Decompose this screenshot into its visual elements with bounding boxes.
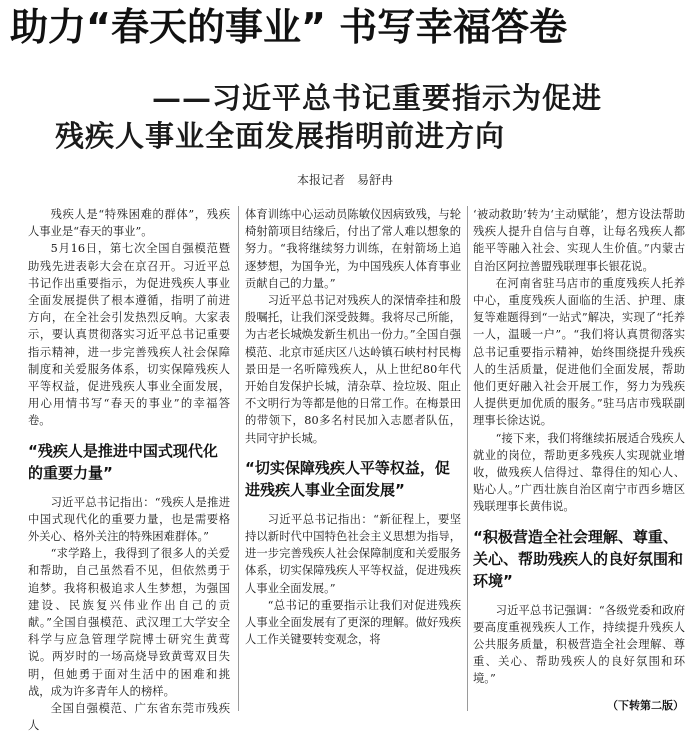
paragraph: 体育训练中心运动员陈敏仪因病致残，与轮椅射箭项目结缘后，付出了常人难以想象的努力。“我将继续努力训练，在射箭场上追逐梦想，为国争光，为中国残疾人体育事业贡献自己的力量。”: [245, 208, 461, 290]
paragraph: “求学路上，我得到了很多人的关爱和帮助，自己虽然看不见，但依然勇于追梦。我将积极追求人生梦想，为强国建设、民族复兴伟业作出自己的贡献。”全国自强模范、武汉理工大学安全科学与应急管理学院博士研究生黄莺说。两岁时的一场高烧导致黄莺双目失明，但她勇于面对生活中的困难和挑战，成为许多青年人的榜样。: [28, 547, 230, 698]
column-divider: [467, 206, 468, 711]
subtitle-line-1: ——习近平总书记重要指示为促进: [152, 81, 603, 115]
paragraph: 在河南省驻马店市的重度残疾人托养中心，重度残疾人面临的生活、护理、康复等难题得到“一站式”解决，实现了“托养一人，温暖一户”。“我们将认真贯彻落实总书记重要指示精神，始终围绕提升残疾人的生活质量，促进他们全面发展，帮助他们更好融入社会开展工作，努力为残疾人提供更加优质的服务。”驻马店市残联副理事长徐达说。: [473, 276, 685, 428]
paragraph: 习近平总书记指出：“残疾人是推进中国式现代化的重要力量，也是需要格外关心、格外关注的特殊困难群体。”: [28, 495, 230, 544]
paragraph: “接下来，我们将继续拓展适合残疾人就业的岗位，帮助更多残疾人实现就业增收，做残疾人信得过、靠得住的知心人、贴心人。”广西壮族自治区南宁市西乡塘区残联理事长黄伟说。: [473, 431, 685, 514]
continued-note: （下转第二版）: [603, 699, 684, 713]
subtitle-line-2: 残疾人事业全面发展指明前进方向: [55, 119, 506, 153]
headline: 助力“春天的事业” 书写幸福答卷: [10, 5, 568, 49]
paragraph: 习近平总书记对残疾人的深情牵挂和殷殷嘱托，让我们深受鼓舞。我将尽己所能，为古老长城焕发新生机出一份力。”全国自强模范、北京市延庆区八达岭镇石峡村村民梅景田是一名听障残疾人，从上世纪80年代开始自发保护长城，清杂草、捡垃圾、阻止不文明行为等都是他的日常工作。在梅景田的带领下，80多名村民加入志愿者队伍，共同守护长城。: [245, 294, 461, 445]
paragraph: ‘被动救助’转为‘主动赋能’，想方设法帮助残疾人提升自信与自尊，让每名残疾人都能平等融入社会、实现人生价值。”内蒙古自治区阿拉善盟残联理事长银花说。: [473, 208, 685, 273]
article-column-1: [28, 206, 230, 733]
section-heading: “积极营造全社会理解、尊重、关心、帮助残疾人的良好氛围和环境”: [473, 527, 684, 590]
article-column-3: [473, 206, 685, 717]
paragraph: 全国自强模范、广东省东莞市残疾人: [28, 702, 230, 733]
paragraph: “总书记的重要指示让我们对促进残疾人事业全面发展有了更深的理解。做好残疾人工作关键要转变观念，将: [245, 598, 461, 647]
paragraph: 残疾人是“特殊困难的群体”，残疾人事业是“春天的事业”。: [28, 208, 230, 239]
section-heading: “切实保障残疾人平等权益，促进残疾人事业全面发展”: [245, 458, 450, 499]
column-divider: [238, 206, 239, 711]
paragraph: 习近平总书记强调：“各级党委和政府要高度重视残疾人工作，持续提升残疾人公共服务质量，积极营造全社会理解、尊重、关心、帮助残疾人的良好氛围和环境。”: [473, 603, 685, 686]
paragraph: 5月16日，第七次全国自强模范暨助残先进表彰大会在京召开。习近平总书记作出重要指示，为促进残疾人事业全面发展提供了根本遵循，指明了前进方向，在全社会引发热烈反响。大家表示，要认真贯彻落实习近平总书记重要指示精神，进一步完善残疾人社会保障制度和关爱服务体系，切实保障残疾人平等权益，促进残疾人事业全面发展，用心用情书写“春天的事业”的幸福答卷。: [28, 242, 230, 428]
section-heading: “残疾人是推进中国式现代化的重要力量”: [28, 441, 218, 482]
byline: 本报记者 易舒冉: [296, 173, 393, 187]
paragraph: 习近平总书记指出：“新征程上，要坚持以新时代中国特色社会主义思想为指导，进一步完善残疾人社会保障制度和关爱服务体系，切实保障残疾人平等权益，促进残疾人事业全面发展。”: [245, 512, 461, 595]
article-column-2: [245, 206, 461, 717]
